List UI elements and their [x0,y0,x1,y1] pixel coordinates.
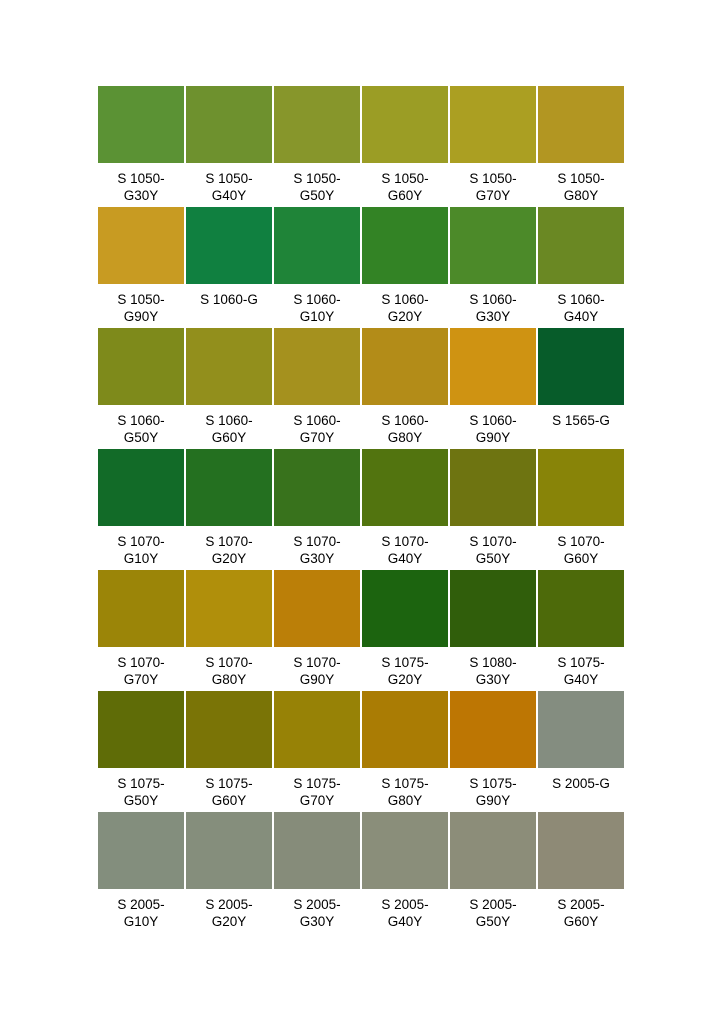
swatch-label: S 1070- G10Y [117,534,165,566]
color-swatch [450,570,536,647]
swatch-card [186,207,272,328]
color-swatch [98,691,184,768]
swatch-label: S 1075- G50Y [117,776,165,808]
color-swatch [538,812,624,889]
color-swatch [538,207,624,284]
color-swatch [450,812,536,889]
swatch-label: S 1060- G80Y [381,413,429,445]
color-swatch [538,328,624,405]
color-swatch [538,449,624,526]
color-swatch [186,812,272,889]
color-swatch [98,812,184,889]
swatch-card [274,570,360,691]
swatch-label: S 1070- G50Y [469,534,517,566]
swatch-label: S 1060- G30Y [469,292,517,324]
swatch-label: S 1050- G30Y [117,171,165,203]
swatch-label: S 1070- G80Y [205,655,253,687]
color-swatch [98,86,184,163]
swatch-label: S 1080- G30Y [469,655,517,687]
swatch-label: S 1050- G70Y [469,171,517,203]
color-swatch [98,570,184,647]
swatch-label: S 1075- G60Y [205,776,253,808]
swatch-label: S 1060- G60Y [205,413,253,445]
swatch-card [450,570,536,691]
swatch-label: S 2005-G [552,776,610,791]
swatch-card [98,812,184,933]
swatch-card [98,691,184,812]
color-swatch [362,449,448,526]
swatch-label: S 2005- G30Y [293,897,341,929]
swatch-label: S 1070- G90Y [293,655,341,687]
swatch-label: S 1070- G40Y [381,534,429,566]
color-swatch [186,207,272,284]
swatch-card [538,812,624,933]
swatch-label: S 1050- G60Y [381,171,429,203]
swatch-card [274,86,360,207]
swatch-label: S 2005- G40Y [381,897,429,929]
swatch-card [186,449,272,570]
swatch-card [450,691,536,812]
swatch-card [362,570,448,691]
color-swatch [274,207,360,284]
color-swatch [450,449,536,526]
swatch-label: S 1075- G20Y [381,655,429,687]
swatch-label: S 1060- G20Y [381,292,429,324]
swatch-card [186,328,272,449]
color-swatch [98,449,184,526]
swatch-card [98,449,184,570]
swatch-label: S 1565-G [552,413,610,428]
color-swatch [362,207,448,284]
swatch-card [186,86,272,207]
swatch-label: S 1060- G40Y [557,292,605,324]
swatch-card [538,86,624,207]
swatch-card [186,570,272,691]
swatch-label: S 1075- G90Y [469,776,517,808]
color-swatch [98,207,184,284]
swatch-card [274,207,360,328]
color-swatch [186,570,272,647]
swatch-label: S 1050- G90Y [117,292,165,324]
swatch-label: S 1060-G [200,292,258,307]
color-swatch [186,449,272,526]
color-swatch [186,691,272,768]
swatch-label: S 1050- G80Y [557,171,605,203]
color-swatch-grid [98,86,628,933]
color-swatch [450,207,536,284]
color-swatch [186,328,272,405]
color-swatch [98,328,184,405]
color-swatch [538,691,624,768]
swatch-label: S 1050- G40Y [205,171,253,203]
swatch-card [186,691,272,812]
swatch-card [538,207,624,328]
swatch-card [450,207,536,328]
swatch-card [362,812,448,933]
swatch-label: S 2005- G60Y [557,897,605,929]
swatch-label: S 1050- G50Y [293,171,341,203]
color-swatch [362,328,448,405]
swatch-card [274,691,360,812]
swatch-label: S 1070- G60Y [557,534,605,566]
swatch-label: S 1070- G30Y [293,534,341,566]
swatch-label: S 2005- G50Y [469,897,517,929]
swatch-label: S 1070- G20Y [205,534,253,566]
swatch-card [538,691,624,812]
swatch-label: S 1070- G70Y [117,655,165,687]
color-swatch [274,691,360,768]
swatch-card [362,328,448,449]
color-swatch [274,449,360,526]
swatch-card [362,449,448,570]
swatch-card [274,328,360,449]
swatch-label: S 2005- G20Y [205,897,253,929]
swatch-card [362,207,448,328]
swatch-card [98,328,184,449]
color-swatch [274,86,360,163]
swatch-card [274,449,360,570]
swatch-card [274,812,360,933]
swatch-label: S 1075- G70Y [293,776,341,808]
color-swatch [450,691,536,768]
color-swatch [274,570,360,647]
color-swatch [362,812,448,889]
swatch-label: S 1060- G50Y [117,413,165,445]
swatch-card [538,449,624,570]
swatch-label: S 1075- G40Y [557,655,605,687]
color-swatch [274,812,360,889]
color-swatch [538,570,624,647]
swatch-label: S 1060- G90Y [469,413,517,445]
color-swatch [362,570,448,647]
swatch-label: S 1060- G70Y [293,413,341,445]
color-swatch [450,86,536,163]
swatch-card [538,570,624,691]
swatch-card [450,449,536,570]
swatch-label: S 1075- G80Y [381,776,429,808]
color-swatch [362,86,448,163]
color-swatch [186,86,272,163]
swatch-card [538,328,624,449]
swatch-card [450,328,536,449]
color-swatch [538,86,624,163]
swatch-card [98,207,184,328]
swatch-label: S 2005- G10Y [117,897,165,929]
swatch-card [450,812,536,933]
swatch-card [98,570,184,691]
swatch-label: S 1060- G10Y [293,292,341,324]
swatch-card [362,86,448,207]
color-swatch [274,328,360,405]
swatch-card [362,691,448,812]
swatch-card [186,812,272,933]
color-swatch [362,691,448,768]
swatch-card [450,86,536,207]
swatch-card [98,86,184,207]
color-swatch [450,328,536,405]
